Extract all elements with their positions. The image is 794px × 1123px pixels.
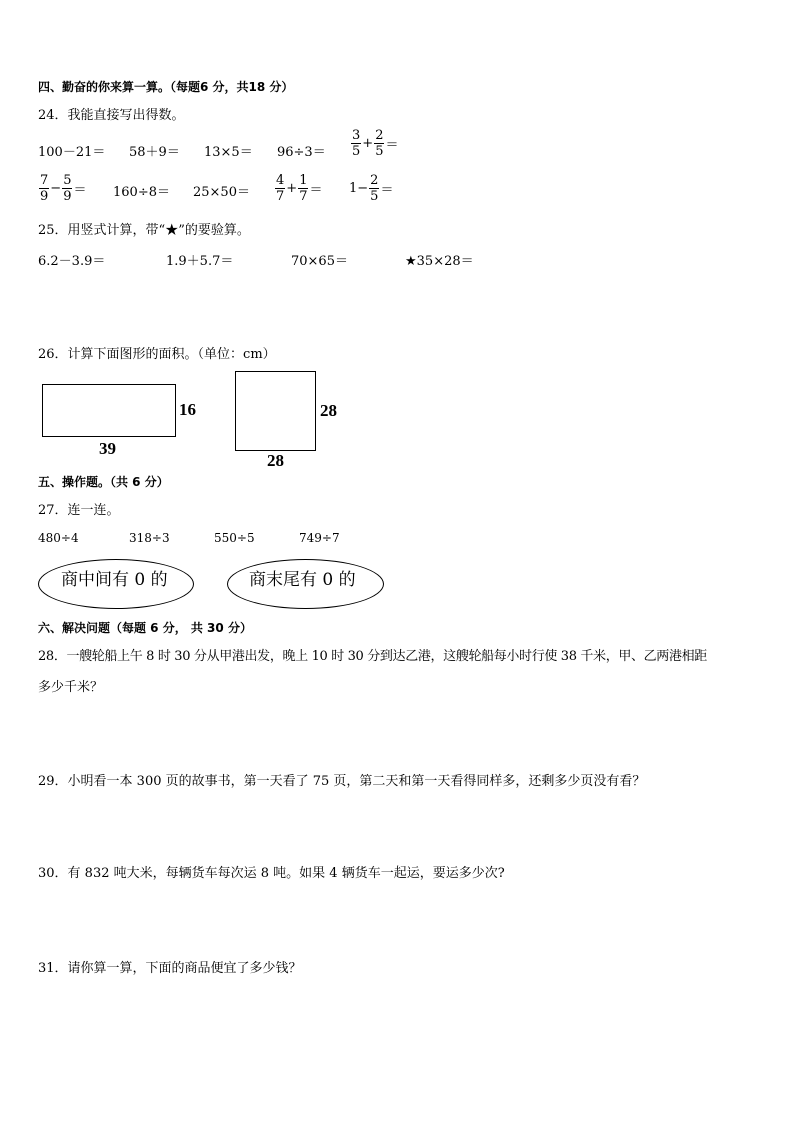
square-side-label-bottom: 28 [267, 451, 284, 470]
q24-fraction-expr-2 [38, 173, 86, 204]
denominator: 5 [370, 189, 379, 204]
q26-prompt: 26．计算下面图形的面积。（单位：cm） [38, 347, 276, 362]
operator: + [362, 136, 374, 151]
q25-expr-1: 6.2－3.9＝ [38, 254, 106, 269]
square-side-label-right: 28 [320, 401, 337, 420]
rectangle-width-label: 39 [99, 439, 116, 458]
q29-text: 29．小明看一本 300 页的故事书，第一天看了 75 页，第二天和第一天看得同样多，还剩多少页没有看？ [38, 774, 646, 789]
fraction [369, 173, 379, 204]
fraction [298, 173, 308, 204]
rectangle-figure [42, 384, 176, 437]
q24-prompt: 24．我能直接写出得数。 [38, 108, 185, 123]
numerator: 4 [276, 173, 285, 188]
fraction [374, 128, 384, 159]
denominator: 9 [40, 189, 49, 204]
numerator: 2 [375, 128, 384, 143]
denominator: 7 [276, 189, 285, 204]
fraction [39, 173, 49, 204]
q25-expr-2: 1.9＋5.7＝ [166, 254, 234, 269]
fraction [275, 173, 285, 204]
equals: ＝ [309, 183, 323, 198]
connect-item-1[interactable]: 480÷4 [38, 531, 79, 545]
q24-expr-4: 96÷3＝ [277, 145, 326, 160]
equals: ＝ [380, 183, 394, 198]
q24-expr-7: 25×50＝ [193, 185, 250, 200]
denominator: 7 [299, 189, 308, 204]
oval-label-end-zero: 商末尾有 0 的 [249, 570, 356, 590]
fraction [351, 128, 361, 159]
section-5-title: 五、操作题。（共 6 分） [38, 475, 169, 489]
q24-fraction-expr-4 [349, 173, 393, 204]
denominator: 9 [63, 189, 72, 204]
equals: ＝ [73, 183, 87, 198]
q27-prompt: 27．连一连。 [38, 503, 120, 518]
section-6-title: 六、解决问题（每题 6 分， 共 30 分） [38, 621, 252, 635]
q24-fraction-expr-1 [350, 128, 398, 159]
q25-expr-4: ★35×28＝ [405, 254, 474, 269]
numerator: 2 [370, 173, 379, 188]
prefix: 1− [349, 181, 369, 196]
q30-text: 30．有 832 吨大米，每辆货车每次运 8 吨。如果 4 辆货车一起运，要运多少次? [38, 866, 505, 881]
q24-expr-1: 100－21＝ [38, 145, 106, 160]
q24-expr-3: 13×5＝ [204, 145, 253, 160]
numerator: 3 [352, 128, 361, 143]
q31-text: 31．请你算一算，下面的商品便宜了多少钱？ [38, 961, 302, 976]
q28-line-2: 多少千米？ [38, 680, 104, 695]
q25-expr-3: 70×65＝ [291, 254, 348, 269]
numerator: 7 [40, 173, 49, 188]
q24-expr-6: 160÷8＝ [113, 185, 170, 200]
connect-item-2[interactable]: 318÷3 [129, 531, 170, 545]
q24-fraction-expr-3 [274, 173, 322, 204]
section-4-title: 四、勤奋的你来算一算。（每题6 分，共18 分） [38, 80, 294, 94]
rectangle-height-label: 16 [179, 400, 196, 419]
fraction [62, 173, 72, 204]
denominator: 5 [375, 144, 384, 159]
operator: − [50, 181, 62, 196]
q25-prompt: 25．用竖式计算，带“★”的要验算。 [38, 223, 250, 238]
operator: + [286, 181, 298, 196]
oval-label-middle-zero: 商中间有 0 的 [61, 570, 168, 590]
square-figure [235, 371, 316, 451]
q28-line-1: 28．一艘轮船上午 8 时 30 分从甲港出发，晚上 10 时 30 分到达乙港，这艘轮船每小时行使 38 千米，甲、乙两港相距 [38, 649, 707, 664]
q24-expr-2: 58＋9＝ [129, 145, 180, 160]
numerator: 1 [299, 173, 308, 188]
connect-item-4[interactable]: 749÷7 [299, 531, 340, 545]
equals: ＝ [385, 138, 399, 153]
numerator: 5 [63, 173, 72, 188]
connect-item-3[interactable]: 550÷5 [214, 531, 255, 545]
denominator: 5 [352, 144, 361, 159]
